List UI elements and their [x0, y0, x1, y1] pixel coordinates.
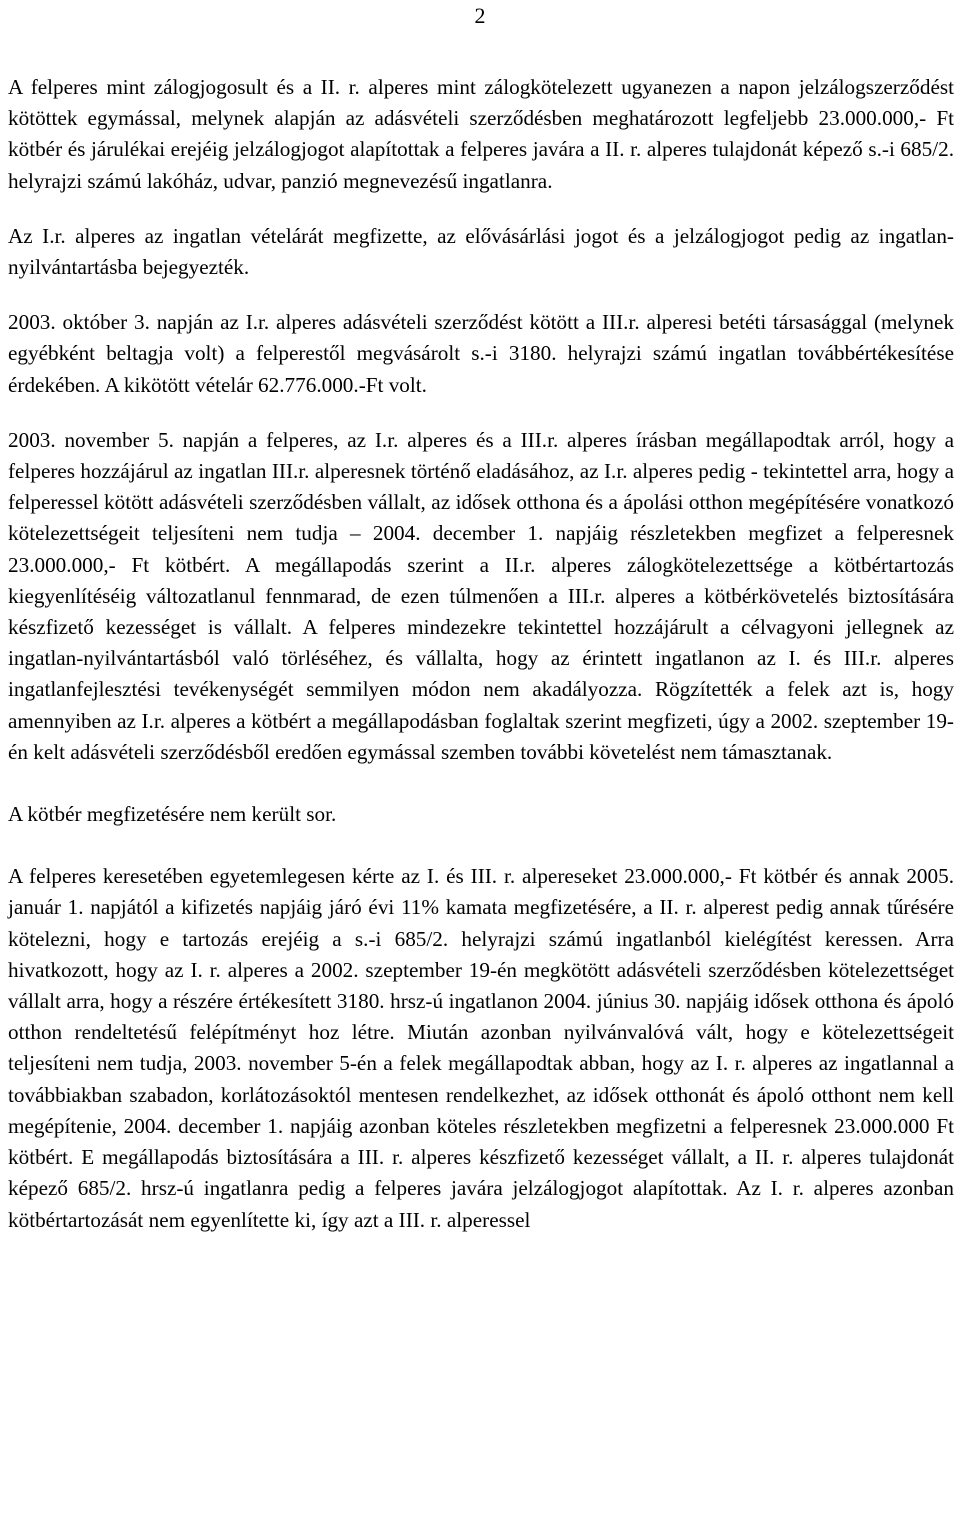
- paragraph-claim: A felperes keresetében egyetemlegesen kérte az I. és III. r. alpereseket 23.000.000,- Ft kötbér és annak 2005. január 1. napjától a kifizetés napjáig járó évi 11% kamata megfizetésére, a II. r. alperest pedig annak tűrésére kötelezni, hogy e tartozás erejéig a s.-i 685/2. helyrajzi számú ingatlanból kielégítést keressen. Arra hivatkozott, hogy az I. r. alperes a 2002. szeptember 19-én megkötött adásvételi szerződésben kötelezettséget vállalt arra, hogy a részére értékesített 3180. hrsz-ú ingatlanon 2004. június 30. napjáig idősek otthona és ápoló otthon rendeltetésű felépítményt hoz létre. Miután azonban nyilvánvalóvá vált, hogy e kötelezettségeit teljesíteni nem tudja, 2003. november 5-én a felek megállapodtak abban, hogy az I. r. alperes az ingatlannal a továbbiakban szabadon, korlátozásoktól mentesen rendelkezhet, az idősek otthonát és ápoló otthont nem kell megépítenie, 2004. december 1. napjáig azonban köteles részletekben megfizetni a felperesnek 23.000.000 Ft kötbért. E megállapodás biztosítására a III. r. alperes készfizető kezességet vállalt, a II. r. alperes tulajdonát képező 685/2. hrsz-ú ingatlanra pedig a felperes javára jelzálogjogot alapítottak. Az I. r. alperes azonban kötbértartozását nem egyenlítette ki, így azt a III. r. alperessel: [8, 864, 954, 1232]
- page-number: 2: [474, 3, 486, 28]
- paragraph-purchase-price-paid: Az I.r. alperes az ingatlan vételárát megfizette, az elővásárlási jogot és a jelzálogjogot pedig az ingatlan-nyilvántartásba bejegyezték.: [8, 223, 954, 280]
- paragraph-mortgage-agreement: A felperes mint zálogjogosult és a II. r. alperes mint zálogkötelezett ugyanezen a napon jelzálogszerződést kötöttek egymással, melynek alapján az adásvételi szerződésben meghatározott legfeljebb 23.000.000,- Ft kötbér és járulékai erejéig jelzálogjogot alapítottak a felperes javára a II. r. alperes tulajdonát képező s.-i 685/2. helyrajzi számú lakóház, udvar, panzió megnevezésű ingatlanra.: [8, 75, 954, 193]
- document-body: [8, 72, 954, 1236]
- paragraph-october-contract: 2003. október 3. napján az I.r. alperes adásvételi szerződést kötött a III.r. alperesi betéti társasággal (melynek egyébként beltagja volt) a felperestől megvásárolt s.-i 3180. helyrajzi számú ingatlan továbbértékesítése érdekében. A kikötött vételár 62.776.000.-Ft volt.: [8, 310, 954, 397]
- paragraph-penalty-unpaid: A kötbér megfizetésére nem került sor.: [8, 802, 337, 827]
- paragraph-november-agreement: 2003. november 5. napján a felperes, az I.r. alperes és a III.r. alperes írásban megállapodtak arról, hogy a felperes hozzájárul az ingatlan III.r. alperesnek történő eladásához, az I.r. alperes pedig - tekintettel arra, hogy a felperessel kötött adásvételi szerződésben vállalt, az idősek otthona és a ápolási otthon megépítésére vonatkozó kötelezettségeit teljesíteni nem tudja – 2004. december 1. napjáig részletekben megfizet a felperesnek 23.000.000,- Ft kötbért. A megállapodás szerint a II.r. alperes zálogkötelezettsége a kötbértartozás kiegyenlítéséig változatlanul fennmarad, de ezen túlmenően a III.r. alperes a kötbérkövetelés biztosítására készfizető kezességet is vállalt. A felperes mindezekre tekintettel hozzájárult a célvagyoni jellegnek az ingatlan-nyilvántartásból való törléséhez, és vállalta, hogy az érintett ingatlanon az I. és III.r. alperes ingatlanfejlesztési tevékenységét semmilyen módon nem akadályozza. Rögzítették a felek azt is, hogy amennyiben az I.r. alperes a kötbért a megállapodásban foglaltak szerint megfizeti, úgy a 2002. szeptember 19-én kelt adásvételi szerződésből eredően egymással szemben további követelést nem támasztanak.: [8, 427, 954, 764]
